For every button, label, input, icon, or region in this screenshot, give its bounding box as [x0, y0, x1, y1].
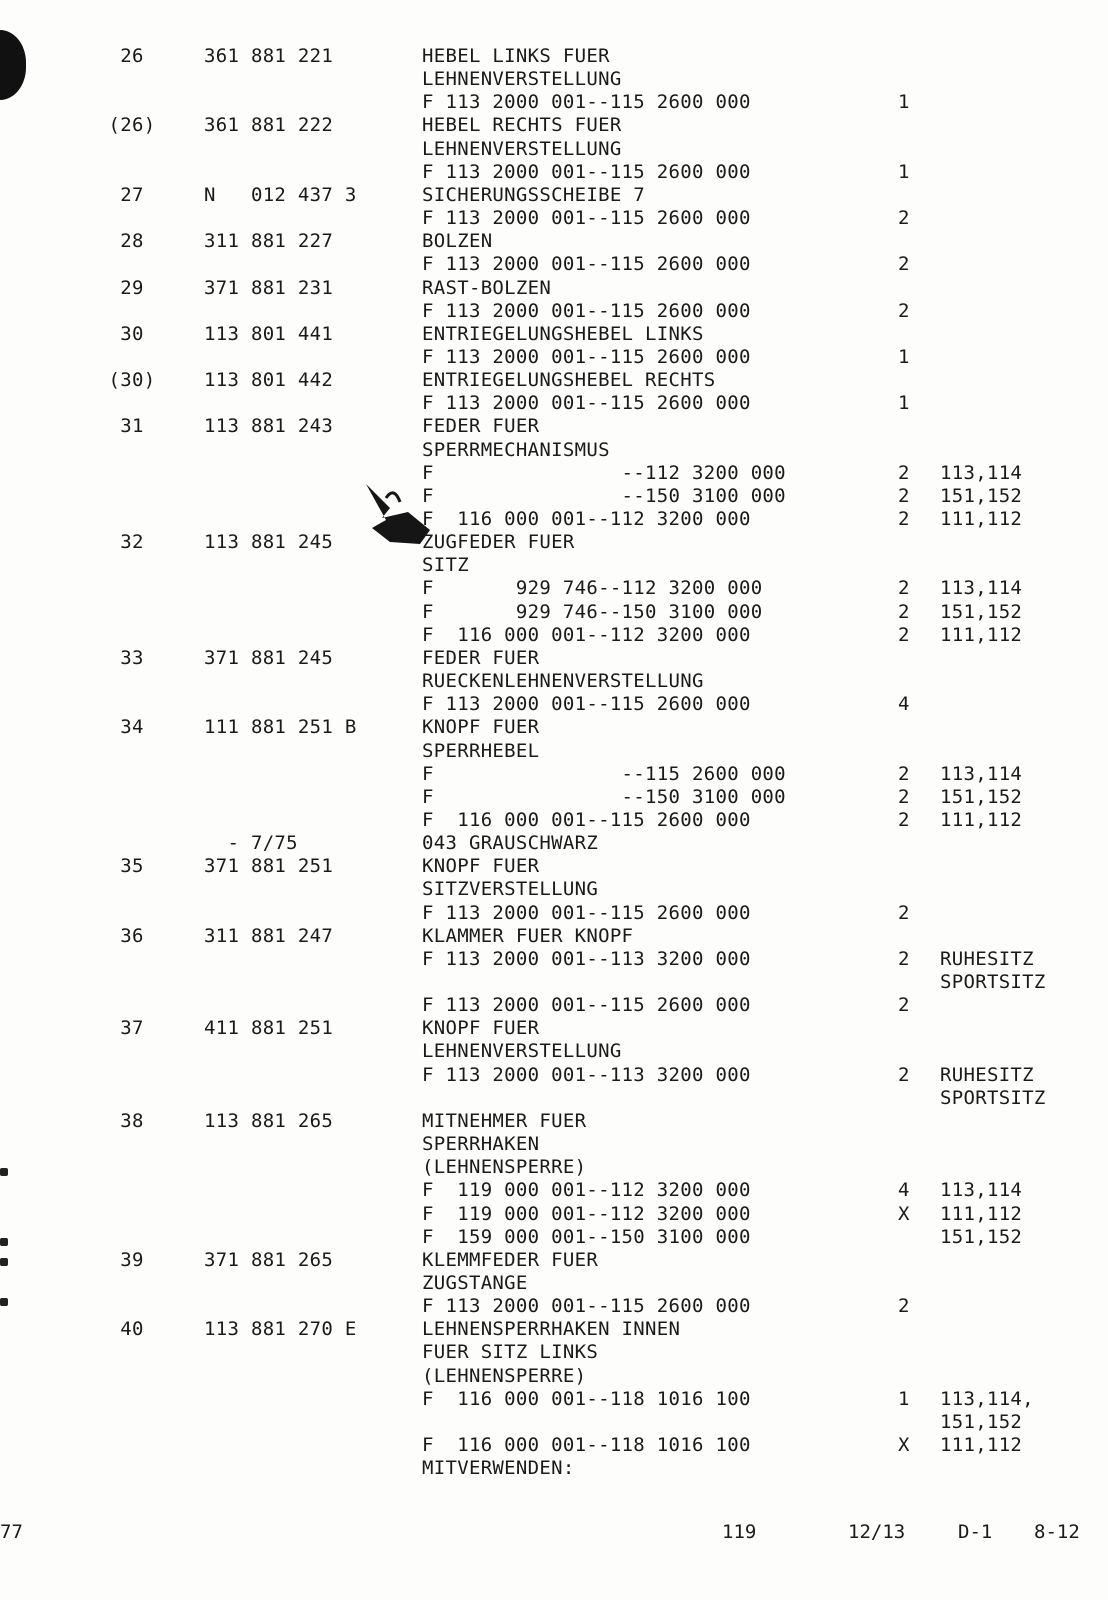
description: RUECKENLEHNENVERSTELLUNG	[422, 670, 704, 692]
ref-number: 32	[120, 531, 144, 553]
ref-number: 38	[120, 1110, 144, 1132]
ref-number: 28	[120, 230, 144, 252]
quantity: 2	[898, 462, 910, 484]
remark: 113,114	[940, 577, 1023, 599]
part-number: 113 881 245	[204, 531, 334, 553]
description: FUER SITZ LINKS	[422, 1341, 599, 1363]
remark: RUHESITZ	[940, 948, 1034, 970]
description: SPERRHEBEL	[422, 740, 540, 762]
remark: 151,152	[940, 601, 1023, 623]
part-number: 311 881 247	[204, 925, 334, 947]
part-number: 371 881 231	[204, 277, 334, 299]
quantity: 1	[898, 91, 910, 113]
remark: 111,112	[940, 1434, 1023, 1456]
remark: 151,152	[940, 786, 1023, 808]
part-number: 371 881 265	[204, 1249, 334, 1271]
quantity: 2	[898, 786, 910, 808]
description: F --112 3200 000	[422, 462, 786, 484]
description: F --150 3100 000	[422, 485, 786, 507]
remark: 151,152	[940, 485, 1023, 507]
description: SITZ	[422, 554, 469, 576]
remark: 111,112	[940, 624, 1023, 646]
margin-mark	[0, 1238, 8, 1246]
description: F 116 000 001--118 1016 100	[422, 1388, 751, 1410]
remark: 111,112	[940, 809, 1023, 831]
quantity: 1	[898, 346, 910, 368]
description: F 113 2000 001--113 3200 000	[422, 948, 751, 970]
part-number: 111 881 251 B	[204, 716, 357, 738]
description: ZUGFEDER FUER	[422, 531, 575, 553]
footer-code: 8-12	[1034, 1521, 1080, 1543]
description: KNOPF FUER	[422, 855, 540, 877]
remark: 113,114,	[940, 1388, 1034, 1410]
remark: 111,112	[940, 1203, 1023, 1225]
description: KNOPF FUER	[422, 716, 540, 738]
quantity: 2	[898, 902, 910, 924]
quantity: 1	[898, 161, 910, 183]
part-number: 113 801 441	[204, 323, 334, 345]
part-number: 371 881 251	[204, 855, 334, 877]
ref-number: (26)	[108, 114, 156, 136]
description: F 113 2000 001--115 2600 000	[422, 91, 751, 113]
description: SPERRHAKEN	[422, 1133, 540, 1155]
description: F 113 2000 001--115 2600 000	[422, 207, 751, 229]
description: (LEHNENSPERRE)	[422, 1156, 587, 1178]
remark: 151,152	[940, 1226, 1023, 1248]
description: KLEMMFEDER FUER	[422, 1249, 599, 1271]
ref-number: 40	[120, 1318, 144, 1340]
description: KNOPF FUER	[422, 1017, 540, 1039]
footer-fraction: 12/13	[848, 1521, 906, 1543]
quantity: X	[898, 1203, 910, 1225]
quantity: 2	[898, 1295, 910, 1317]
part-number: 113 881 270 E	[204, 1318, 357, 1340]
remark: 113,114	[940, 462, 1023, 484]
footer-page-number: 119	[722, 1521, 757, 1543]
description: HEBEL RECHTS FUER	[422, 114, 622, 136]
quantity: 2	[898, 508, 910, 530]
part-number: 311 881 227	[204, 230, 334, 252]
part-number: 361 881 221	[204, 45, 334, 67]
ref-number: 27	[120, 184, 144, 206]
description: LEHNENVERSTELLUNG	[422, 1040, 622, 1062]
quantity: 2	[898, 1064, 910, 1086]
description: F 116 000 001--112 3200 000	[422, 508, 751, 530]
description: ENTRIEGELUNGSHEBEL RECHTS	[422, 369, 716, 391]
description: ZUGSTANGE	[422, 1272, 528, 1294]
quantity: 2	[898, 994, 910, 1016]
ref-number: 33	[120, 647, 144, 669]
remark: RUHESITZ	[940, 1064, 1034, 1086]
ref-number: 29	[120, 277, 144, 299]
description: BOLZEN	[422, 230, 493, 252]
description: F 113 2000 001--115 2600 000	[422, 693, 751, 715]
quantity: 2	[898, 485, 910, 507]
description: F 113 2000 001--115 2600 000	[422, 1295, 751, 1317]
ref-number: 30	[120, 323, 144, 345]
ref-number: 37	[120, 1017, 144, 1039]
quantity: 2	[898, 300, 910, 322]
ref-number: 35	[120, 855, 144, 877]
description: FEDER FUER	[422, 415, 540, 437]
description: KLAMMER FUER KNOPF	[422, 925, 634, 947]
quantity: X	[898, 1434, 910, 1456]
remark: 113,114	[940, 763, 1023, 785]
description: F 113 2000 001--115 2600 000	[422, 994, 751, 1016]
description: LEHNENVERSTELLUNG	[422, 68, 622, 90]
description: F 119 000 001--112 3200 000	[422, 1203, 751, 1225]
description: LEHNENSPERRHAKEN INNEN	[422, 1318, 681, 1340]
description: F 113 2000 001--115 2600 000	[422, 300, 751, 322]
quantity: 2	[898, 809, 910, 831]
description: F 113 2000 001--115 2600 000	[422, 346, 751, 368]
description: SICHERUNGSSCHEIBE 7	[422, 184, 646, 206]
description: SITZVERSTELLUNG	[422, 878, 599, 900]
description: F 113 2000 001--115 2600 000	[422, 161, 751, 183]
description: F 929 746--150 3100 000	[422, 601, 763, 623]
quantity: 2	[898, 253, 910, 275]
description: F 116 000 001--112 3200 000	[422, 624, 751, 646]
description: F 113 2000 001--115 2600 000	[422, 902, 751, 924]
remark: 113,114	[940, 1179, 1023, 1201]
quantity: 1	[898, 1388, 910, 1410]
description: F 119 000 001--112 3200 000	[422, 1179, 751, 1201]
description: 043 GRAUSCHWARZ	[422, 832, 599, 854]
description: F 116 000 001--115 2600 000	[422, 809, 751, 831]
quantity: 2	[898, 207, 910, 229]
part-number: 113 801 442	[204, 369, 334, 391]
part-number: 411 881 251	[204, 1017, 334, 1039]
description: RAST-BOLZEN	[422, 277, 552, 299]
quantity: 2	[898, 948, 910, 970]
margin-mark	[0, 1168, 8, 1176]
description: MITVERWENDEN:	[422, 1457, 575, 1479]
description: F 116 000 001--118 1016 100	[422, 1434, 751, 1456]
quantity: 4	[898, 693, 910, 715]
part-number: 361 881 222	[204, 114, 334, 136]
remark: SPORTSITZ	[940, 1087, 1046, 1109]
quantity: 2	[898, 763, 910, 785]
footer-section: D-1	[958, 1521, 993, 1543]
ref-number: 39	[120, 1249, 144, 1271]
remark: 151,152	[940, 1411, 1023, 1433]
part-number: - 7/75	[204, 832, 298, 854]
part-number: N 012 437 3	[204, 184, 357, 206]
description: (LEHNENSPERRE)	[422, 1365, 587, 1387]
description: FEDER FUER	[422, 647, 540, 669]
description: F 113 2000 001--113 3200 000	[422, 1064, 751, 1086]
quantity: 1	[898, 392, 910, 414]
description: ENTRIEGELUNGSHEBEL LINKS	[422, 323, 704, 345]
footer-left-code: 77	[0, 1521, 23, 1543]
description: MITNEHMER FUER	[422, 1110, 587, 1132]
remark: SPORTSITZ	[940, 971, 1046, 993]
ref-number: (30)	[108, 369, 156, 391]
quantity: 4	[898, 1179, 910, 1201]
part-number: 113 881 265	[204, 1110, 334, 1132]
description: F 159 000 001--150 3100 000	[422, 1226, 751, 1248]
ref-number: 31	[120, 415, 144, 437]
ref-number: 26	[120, 45, 144, 67]
description: F --150 3100 000	[422, 786, 786, 808]
description: F 113 2000 001--115 2600 000	[422, 392, 751, 414]
description: F --115 2600 000	[422, 763, 786, 785]
part-number: 113 881 243	[204, 415, 334, 437]
scan-edge-mark	[0, 30, 26, 100]
description: HEBEL LINKS FUER	[422, 45, 610, 67]
ref-number: 34	[120, 716, 144, 738]
part-number: 371 881 245	[204, 647, 334, 669]
quantity: 2	[898, 577, 910, 599]
remark: 111,112	[940, 508, 1023, 530]
description: LEHNENVERSTELLUNG	[422, 138, 622, 160]
description: SPERRMECHANISMUS	[422, 439, 610, 461]
description: F 929 746--112 3200 000	[422, 577, 763, 599]
description: F 113 2000 001--115 2600 000	[422, 253, 751, 275]
quantity: 2	[898, 601, 910, 623]
quantity: 2	[898, 624, 910, 646]
margin-mark	[0, 1298, 8, 1306]
margin-mark	[0, 1258, 8, 1266]
ref-number: 36	[120, 925, 144, 947]
